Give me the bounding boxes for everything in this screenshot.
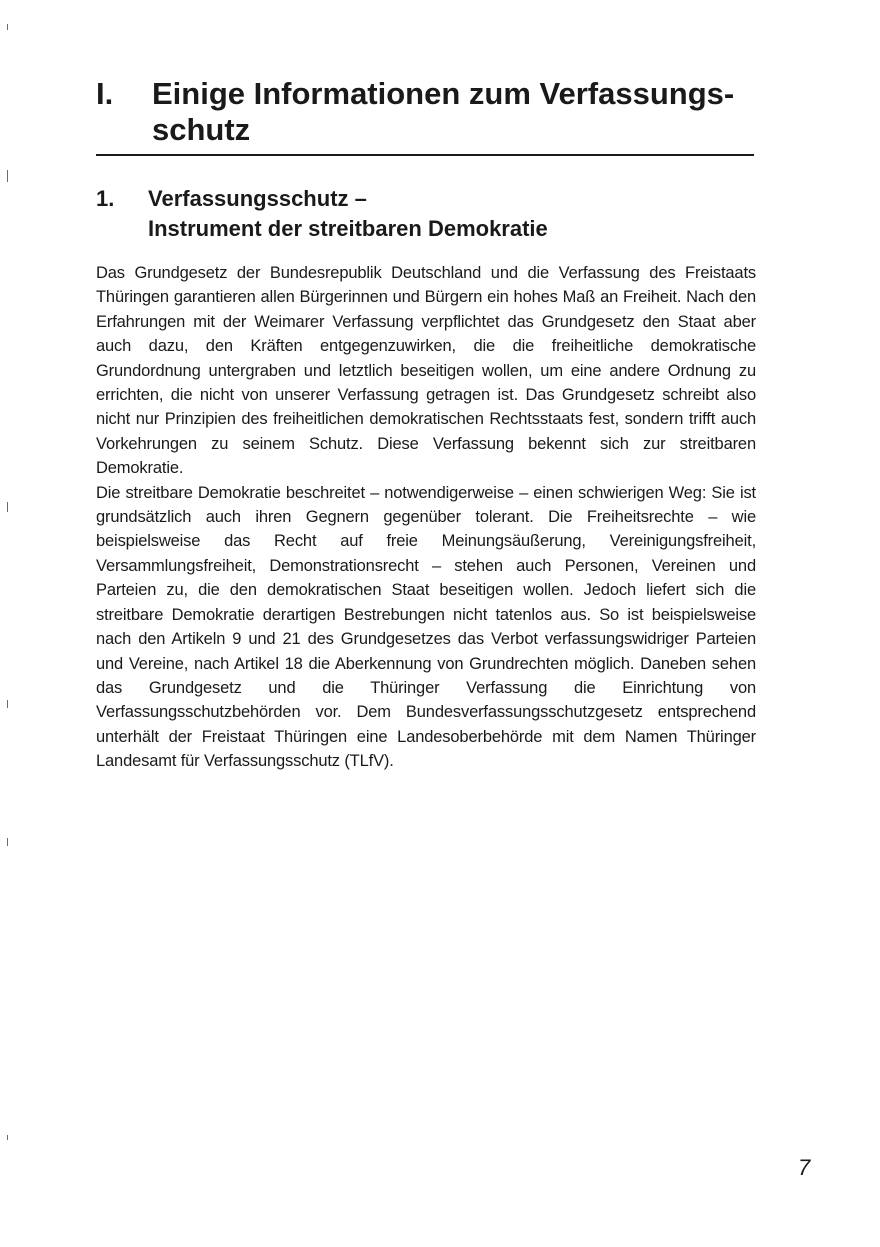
scan-artifact [7, 838, 8, 846]
page-number: 7 [798, 1155, 811, 1180]
section-title [148, 184, 668, 244]
scan-artifact [7, 700, 8, 708]
body-text [96, 261, 756, 774]
section-title-line-1: Verfassungsschutz – [148, 186, 367, 211]
section-number: 1. [96, 186, 115, 211]
scan-artifact [7, 24, 8, 30]
paragraph: Die streitbare Demokratie beschreitet – notwendigerweise – einen schwierigen Weg: Sie ist grundsätzlich auch ihren Gegnern gegenüber tolerant. Die Freiheitsrechte – wie beispielsweise das Recht auf freie Meinungsäußerung, Vereinigungsfreiheit, Versammlungsfreiheit, Demonstrationsrecht – stehen auch Personen, Vereinen und Parteien zu, die den demokratischen Staat beseitigen wollen. Jedoch liefert sich die streitbare Demokratie derartigen Bestrebungen nicht tatenlos aus. So ist beispielsweise nach den Artikeln 9 und 21 des Grundgesetzes das Verbot verfassungswidriger Parteien und Vereine, nach Artikel 18 die Aberkennung von Grundrechten möglich. Daneben sehen das Grundgesetz und die Thüringer Verfassung die Einrichtung von Verfassungsschutzbehörden vor. Dem Bundesverfassungsschutzgesetz entsprechend unterhält der Freistaat Thüringen eine Landesoberbehörde mit dem Namen Thüringer Landesamt für Verfassungsschutz (TLfV). [96, 483, 756, 771]
chapter-heading [96, 76, 760, 148]
paragraph: Das Grundgesetz der Bundesrepublik Deutschland und die Verfassung des Freistaats Thüringen garantieren allen Bürgerinnen und Bürgern ein hohes Maß an Freiheit. Nach den Erfahrungen mit der Weimarer Verfassung verpflichtet das Grundgesetz den Staat aber auch dazu, den Kräften entgegenzuwirken, die die freiheitliche demokratische Grundordnung untergraben und letztlich beseitigen wollen, um eine andere Ordnung zu errichten, die nicht von unserer Verfassung getragen ist. Das Grundgesetz schreibt also nicht nur Prinzipien des freiheitlichen demokratischen Rechtsstaats fest, sondern trifft auch Vorkehrungen zu seinem Schutz. Diese Verfassung bekennt sich zur streitbaren Demokratie. [96, 264, 756, 478]
heading-divider [96, 154, 754, 156]
chapter-title: Einige Informationen zum Verfassungsschutz [152, 76, 735, 147]
chapter-number: I. [96, 76, 114, 111]
scan-artifact [7, 1135, 8, 1140]
section-heading [96, 184, 668, 244]
section-title-line-2: Instrument der streitbaren Demokratie [148, 216, 548, 241]
scan-artifact [7, 502, 8, 512]
scan-artifact [7, 170, 8, 182]
